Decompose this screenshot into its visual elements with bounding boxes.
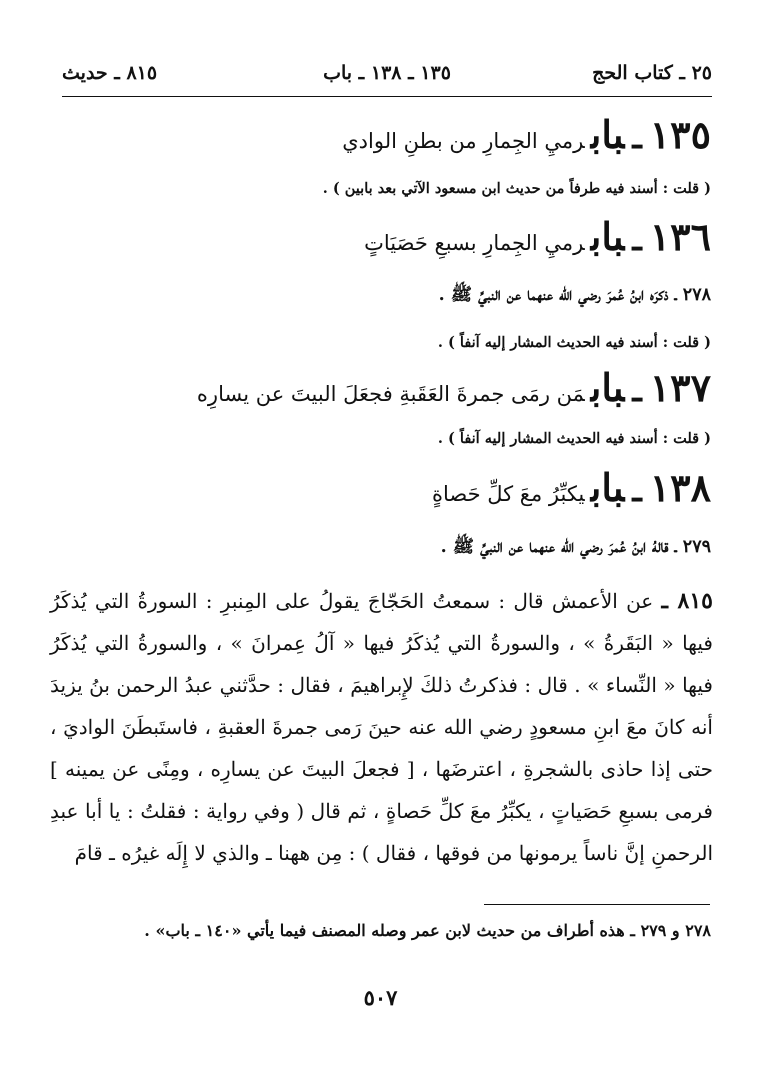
chapter-number: ١٣٧ — [649, 365, 711, 410]
chapter-title: رميِ الجِمارِ بسبعِ حَصَيَاتٍ — [364, 231, 585, 255]
hadith-815 — [50, 580, 713, 874]
chapter-heading-136 — [50, 214, 711, 259]
chapter-title: يكبِّرُ معَ كلِّ حَصاةٍ — [431, 482, 585, 506]
chapter-title: رميِ الجِمارِ من بطنِ الوادي — [342, 129, 585, 153]
chapter-number: ١٣٦ — [649, 214, 711, 259]
chapter-dash: ـ — [632, 471, 642, 509]
chapter-number: ١٣٥ — [649, 112, 711, 157]
narration-279: ٢٧٩ ـ قالهُ ابنُ عُمرَ رضي الله عنهما عن النبيِّ ﷺ . — [440, 537, 711, 557]
header-chapter-range: ١٣٥ ـ ١٣٨ ـ باب — [323, 62, 451, 84]
chapter-bab-word: باب — [590, 112, 625, 157]
chapter-bab-word: باب — [590, 365, 625, 410]
chapter-number: ١٣٨ — [649, 465, 711, 510]
chapter-bab-word: باب — [590, 465, 625, 510]
chapter-dash: ـ — [632, 371, 642, 409]
hadith-number: ٨١٥ ـ — [661, 588, 713, 614]
header-hadith-range: ٨١٥ ـ حديث — [62, 62, 158, 84]
chapter-bab-word: باب — [590, 214, 625, 259]
hadith-text: عن الأعمش قال : سمعتُ الحَجّاجَ يقولُ على المِنبرِ : السورةُ التي يُذكَرُ فيها « البَقَرةُ » ، والسورةُ التي يُذكَرُ فيها « آلُ عِمرانَ » ، والسورةُ التي يُذكَرُ فيها « النِّساء » . قال : فذكرتُ ذلكَ لإِبراهيمَ ، فقال : حدَّثني عبدُ الرحمن بنُ يزيدَ أنه كانَ معَ ابنِ مسعودٍ رضي الله عنه حينَ رَمى جمرةَ العقبةِ ، فاستَبطَنَ الواديَ ، حتى إذا حاذى بالشجرةِ ، اعترضَها ، [ فجعلَ البيتَ عن يسارِه ، ومِنًى عن يمينه ] فرمى بسبعِ حَصَياتٍ ، يكبِّرُ معَ كلِّ حَصاةٍ ، ثم قال ( وفي رواية : فقلتُ : يا أبا عبدِ الرحمنِ إنَّ ناساً يرمونها من فوقها ، فقال ) : مِن ههنا ـ والذي لا إِلَه غيرُه ـ قامَ — [50, 589, 713, 865]
page-number: ٥٠٧ — [363, 985, 398, 1010]
narration-278: ٢٧٨ ـ ذكرَه ابنُ عُمرَ رضي الله عنهما عن النبيِّ ﷺ . — [438, 285, 711, 305]
footnote-divider — [484, 904, 710, 905]
footnote: ٢٧٨ و ٢٧٩ ـ هذه أطراف من حديث لابن عمر وصله المصنف فيما يأتي «١٤٠ ـ باب» . — [144, 921, 711, 940]
running-header — [62, 58, 712, 92]
chapter-dash: ـ — [632, 118, 642, 156]
header-divider — [62, 96, 712, 97]
note-135: ( قلت : أسند فيه طرفاً من حديث ابن مسعود الآتي بعد بابين ) . — [322, 180, 711, 197]
chapter-heading-138 — [50, 465, 711, 510]
chapter-dash: ـ — [632, 220, 642, 258]
note-136: ( قلت : أسند فيه الحديث المشار إليه آنفاً ) . — [437, 334, 711, 351]
chapter-heading-137 — [50, 365, 711, 410]
header-book-title: ٢٥ ـ كتاب الحج — [592, 62, 712, 84]
chapter-heading-135 — [50, 112, 711, 157]
chapter-title: مَن رمَى جمرةَ العَقَبةِ فجعَلَ البيتَ عن يسارِه — [196, 382, 585, 406]
note-137: ( قلت : أسند فيه الحديث المشار إليه آنفاً ) . — [437, 430, 711, 447]
